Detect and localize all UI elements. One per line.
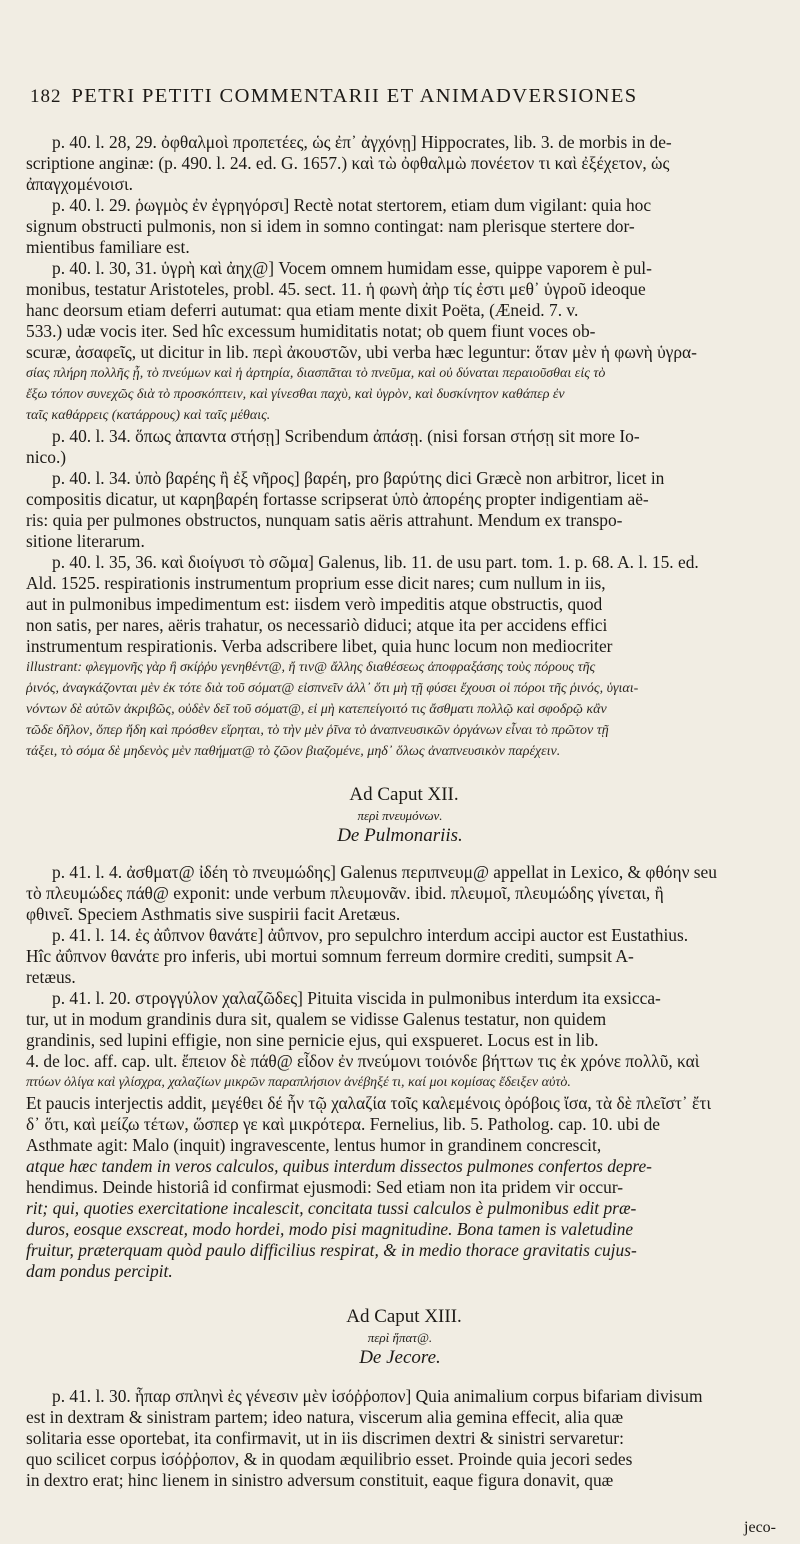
text-line: sitione literarum. (26, 531, 145, 551)
text-line: ἀπαγχομένοισι. (26, 174, 133, 194)
text-line: atque hæc tandem in veros calculos, quibus interdum dissectos pulmones confertos depre- (26, 1156, 652, 1176)
text-line: scriptione anginæ: (p. 490. l. 24. ed. G. 1657.) καὶ τὼ ὀφθαλμὼ πονέετον τι καὶ ἐξέχετον, ὡς (26, 153, 670, 173)
text-line: mientibus familiare est. (26, 237, 190, 257)
chapter-13-heading (26, 1304, 774, 1370)
text-line: retæus. (26, 967, 76, 987)
text-line: ris: quia per pulmones obstructos, nunquam satis aëris attrahunt. Mendum ex transpo- (26, 510, 623, 530)
text-line: aut in pulmonibus impedimentum est: iisdem verò impeditis atque obstructis, quod (26, 594, 603, 614)
text-line: p. 40. l. 34. ὑπὸ βαρέης ἢ ἐξ νῆρος] βαρέη, pro βαρύτης dici Græcè non arbitror, licet in (52, 468, 665, 488)
text-line: p. 40. l. 29. ῥωγμὸς ἐν ἐγρηγόρσι] Rectè notat stertorem, etiam dum vigilant: quia hoc (52, 195, 652, 215)
text-line: fruitur, præterquam quòd paulo difficilius respirat, & in medio thorace gravitatis cujus- (26, 1240, 637, 1260)
text-line: φθινεῖ. Speciem Asthmatis sive suspirii facit Aretæus. (26, 904, 401, 924)
text-line: instrumentum respirationis. Verba adscribere libet, quia hunc locum non mediocriter (26, 636, 613, 656)
greek-text-line: πτύων ὀλίγα καὶ γλίσχρα, χαλαζίων μικρῶν παραπλήσιον ἀνέβηξέ τι, καί μοι κομίσας ἔδειξεν αὐτὸ. (26, 1075, 571, 1090)
text-line: hanc deorsum etiam deferri autumat: qua etiam mente dixit Poëta, (Æneid. 7. v. (26, 300, 579, 320)
chapter-latin-title: De Pulmonariis. (337, 825, 463, 846)
text-line: quo scilicet corpus ἰσόῤῥοπον, & in quodam æquilibrio esset. Proinde quia jecori sedes (26, 1449, 633, 1469)
text-line: δ᾽ ὅτι, καὶ μείζω τέτων, ὥσπερ γε καὶ μικρότερα. Fernelius, lib. 5. Patholog. cap. 10. ubi de (26, 1114, 661, 1134)
page-header (30, 86, 774, 116)
text-line: duros, eosque exscreat, modo hordei, modo pisi magnitudine. Bona tamen is valetudine (26, 1219, 634, 1239)
text-line: p. 41. l. 20. στρογγύλον χαλαζῶδες] Pituita viscida in pulmonibus interdum ita exsicca- (52, 988, 661, 1008)
greek-text-line: ῥινός, ἀναγκάζονται μὲν ἐκ τότε διὰ τοῦ σόματ@ εἰσπνεῖν ἀλλ᾽ ὅτι μὴ τῇ φύσει ἔχουσι οἱ πόροι τῆς ῥινός, ὑγιαι- (26, 681, 639, 696)
text-line: hendimus. Deinde historiâ id confirmat ejusmodi: Sed etiam non ita pridem vir occur- (26, 1177, 624, 1197)
chapter-latin-title: De Jecore. (359, 1347, 441, 1368)
text-line: signum obstructi pulmonis, non si idem in somno contingat: nam plerisque stertere dor- (26, 216, 635, 236)
text-line: p. 40. l. 35, 36. καὶ διοίγυσι τὸ σῶμα] Galenus, lib. 11. de usu part. tom. 1. p. 68. A. l. 15. ed. (52, 552, 699, 572)
text-line: p. 41. l. 4. ἀσθματ@ ἰδέη τὸ πνευμώδης] Galenus περιπνευμ@ appellat in Lexico, & φθόην seu (52, 862, 717, 882)
chapter-greek-title: περὶ πνευμόνων. (357, 808, 443, 823)
text-line: est in dextram & sinistram partem; ideo natura, viscerum alia gemina effecit, alia quæ (26, 1407, 624, 1427)
greek-text-line: σίας πλήρη πολλῆς ᾖ, τὸ πνεύμων καὶ ἡ ἀρτηρία, διασπᾶται τὸ πνεῦμα, καὶ οὐ δύναται περαιοῦσθαι εἰς τὸ (26, 366, 606, 381)
text-line: scuræ, ἀσαφεῖς, ut dicitur in lib. περὶ ἀκουστῶν, ubi verba hæc leguntur: ὅταν μὲν ἡ φωνὴ ὑγρα- (26, 342, 697, 362)
text-line: tur, ut in modum grandinis dura sit, qualem se vidisse Galenus testatur, non quidem (26, 1009, 607, 1029)
text-line: Hîc ἀΰπνον θανάτε pro inferis, ubi mortui somnum ferreum dormire crediti, sumpsit A- (26, 946, 634, 966)
text-line: Ald. 1525. respirationis instrumentum proprium esse dicit nares; cum nullum in iis, (26, 573, 606, 593)
text-line: nico.) (26, 447, 67, 467)
text-line: τὸ πλευμώδες πάθ@ exponit: unde verbum πλευμονᾶν. ibid. πλευμοῖ, πλευμώδης γίνεται, ἢ (26, 883, 664, 903)
page-number: 182 (30, 86, 62, 107)
text-line: p. 40. l. 30, 31. ὑγρὴ καὶ ἀηχ@] Vocem omnem humidam esse, quippe vaporem è pul- (52, 258, 652, 278)
greek-text-line: νόντων δὲ αὐτῶν ἀκριβῶς, οὐδὲν δεῖ τοῦ σόματ@, εἰ μὴ κατεπείγοιτό τις ἄσθματι πολλῷ καὶ σφοδρῷ κἂν (26, 702, 607, 717)
text-line: p. 41. l. 30. ἧπαρ σπληνὶ ἐς γένεσιν μὲν ἰσόῤῥοπον] Quia animalium corpus bifariam divisum (52, 1386, 703, 1406)
text-line: 4. de loc. aff. cap. ult. ἔπειον δὲ πάθ@ εἶδον ἐν πνεύμονι τοιόνδε βήττων τις ἐκ χρόνε πολλῦ, καὶ (26, 1051, 700, 1071)
greek-text-line: ταῖς καθάρρεις (κατάρρους) καὶ ταῖς μέθαις. (26, 408, 271, 423)
annotations-block-3 (26, 1386, 774, 1491)
text-line: in dextro erat; hinc lienem in sinistro adversum constituit, eaque figura donavit, quæ (26, 1470, 614, 1490)
text-line: p. 40. l. 28, 29. ὀφθαλμοὶ προπετέες, ὡς ἐπ᾽ ἀγχόνῃ] Hippocrates, lib. 3. de morbis in de- (52, 132, 672, 152)
text-line: dam pondus percipit. (26, 1261, 173, 1281)
chapter-title: Ad Caput XII. (349, 784, 459, 805)
running-head: PETRI PETITI COMMENTARII ET ANIMADVERSIONES (71, 85, 638, 107)
catchword: jeco- (744, 1519, 776, 1536)
text-line: Et paucis interjectis addit, μεγέθει δέ ἦν τῷ χαλαζία τοῖς καλεμένοις ὀρόβοις ἴσα, τὰ δὲ πλεῖστ᾽ ἔτι (26, 1093, 711, 1113)
chapter-title: Ad Caput XIII. (346, 1306, 462, 1327)
greek-text-line: illustrant: φλεγμονῆς γὰρ ἢ σκίῤῥυ γενηθέντ@, ἤ τιν@ ἄλλης διαθέσεως ἀποφραξάσης τοὺς πόρους τῆς (26, 660, 596, 675)
greek-text-line: τάξει, τὸ σόμα δὲ μηδενὸς μὲν παθήματ@ τὸ ζῶον βιαζομένε, μηδ᾽ ὅλως ἀναπνευσικὸν παρέχειν. (26, 744, 561, 759)
text-line: p. 41. l. 14. ἐς ἀΰπνον θανάτε] ἀΰπνον, pro sepulchro interdum accipi auctor est Eustathius. (52, 925, 689, 945)
annotations-block-2 (26, 862, 774, 1282)
text-line: grandinis, sed lupini effigie, non sine pernicie ejus, qui exspueret. Locus est in lib. (26, 1030, 599, 1050)
text-line: Asthmate agit: Malo (inquit) ingravescente, lentus humor in grandinem concrescit, (26, 1135, 602, 1155)
text-line: rit; qui, quoties exercitatione incalescit, concitata tussi calculos è pulmonibus edit præ- (26, 1198, 637, 1218)
text-line: compositis dicatur, ut καρηβαρέη fortasse scripserat ὑπὸ ἀπορέης propter indigentiam aë- (26, 489, 649, 509)
greek-text-line: τῶδε δῆλον, ὅπερ ἤδη καὶ πρόσθεν εἴρηται, τὸ τὴν μὲν ῥῖνα τὸ ἀναπνευσικῶν ὀργάνων εἶναι τὸ πρῶτον τῇ (26, 723, 609, 738)
text-line: non satis, per nares, aëris trahatur, os necessariò diduci; atque ita per accidens effici (26, 615, 608, 635)
annotations-block-1 (26, 132, 774, 762)
text-line: 533.) udæ vocis iter. Sed hîc excessum humiditatis notat; ob quem fiunt voces ob- (26, 321, 596, 341)
text-line: monibus, testatur Aristoteles, probl. 45. sect. 11. ἡ φωνὴ ἀὴρ τίς ἐστι μεθ᾽ ὑγροῦ ideoque (26, 279, 646, 299)
text-line: p. 40. l. 34. ὅπως ἀπαντα στήσῃ] Scribendum ἀπάσῃ. (nisi forsan στήσῃ sit more Io- (52, 426, 640, 446)
chapter-greek-title: περὶ ἥπατ@. (367, 1330, 433, 1345)
text-line: solitaria esse oportebat, ita confirmavit, ut in iis discrimen dextri & sinistri servaretur: (26, 1428, 624, 1448)
chapter-12-heading (26, 782, 774, 848)
greek-text-line: ἔξω τόπον συνεχῶς διὰ τὸ προσκόπτειν, καὶ γίνεσθαι παχὺ, καὶ ὑγρὸν, καὶ δυσκίνητον καθάπερ ἐν (26, 387, 565, 402)
